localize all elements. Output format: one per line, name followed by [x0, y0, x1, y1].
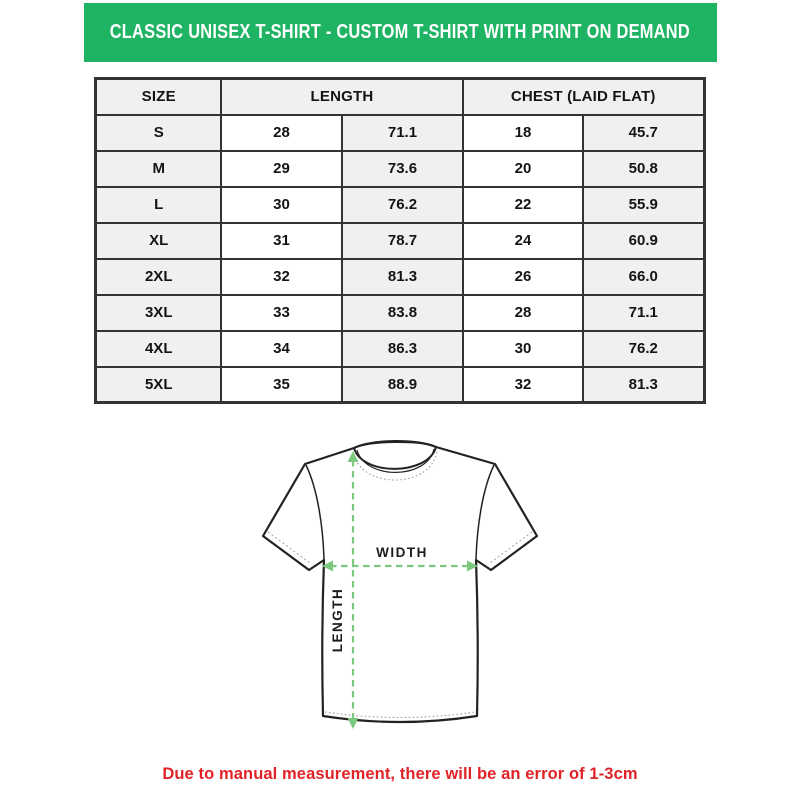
length-inches-cell: 35	[221, 367, 342, 403]
length-cm-cell: 88.9	[342, 367, 463, 403]
chest-cm-cell: 81.3	[583, 367, 704, 403]
chest-inches-cell: 24	[463, 223, 583, 259]
length-cm-cell: 73.6	[342, 151, 463, 187]
size-cell: M	[96, 151, 221, 187]
size-table-body	[96, 115, 704, 403]
title-banner	[84, 3, 717, 62]
chest-inches-cell: 26	[463, 259, 583, 295]
measurement-error-note: Due to manual measurement, there will be an error of 1-3cm	[162, 765, 638, 783]
size-cell: 2XL	[96, 259, 221, 295]
length-inches-cell: 32	[221, 259, 342, 295]
chest-inches-cell: 18	[463, 115, 583, 151]
length-cm-cell: 76.2	[342, 187, 463, 223]
size-cell: S	[96, 115, 221, 151]
header-size: SIZE	[96, 79, 221, 115]
table-row	[96, 187, 704, 223]
table-row	[96, 295, 704, 331]
chest-cm-cell: 71.1	[583, 295, 704, 331]
chest-inches-cell: 20	[463, 151, 583, 187]
table-row	[96, 115, 704, 151]
length-label: LENGTH	[330, 587, 345, 653]
tshirt-measurement-diagram	[250, 428, 550, 743]
size-cell: 3XL	[96, 295, 221, 331]
chest-inches-cell: 22	[463, 187, 583, 223]
tshirt-outline	[263, 441, 537, 722]
width-label: WIDTH	[376, 545, 428, 560]
length-cm-cell: 71.1	[342, 115, 463, 151]
chest-inches-cell: 30	[463, 331, 583, 367]
size-cell: XL	[96, 223, 221, 259]
length-inches-cell: 31	[221, 223, 342, 259]
table-row	[96, 223, 704, 259]
table-row	[96, 259, 704, 295]
header-row	[96, 79, 704, 115]
size-cell: L	[96, 187, 221, 223]
table-row	[96, 331, 704, 367]
chest-cm-cell: 76.2	[583, 331, 704, 367]
header-length: LENGTH	[221, 79, 463, 115]
table-row	[96, 367, 704, 403]
size-chart-table	[94, 77, 705, 404]
length-inches-cell: 29	[221, 151, 342, 187]
chest-inches-cell: 28	[463, 295, 583, 331]
table-row	[96, 151, 704, 187]
chest-cm-cell: 50.8	[583, 151, 704, 187]
chest-inches-cell: 32	[463, 367, 583, 403]
length-cm-cell: 78.7	[342, 223, 463, 259]
length-cm-cell: 83.8	[342, 295, 463, 331]
length-inches-cell: 28	[221, 115, 342, 151]
length-cm-cell: 86.3	[342, 331, 463, 367]
chest-cm-cell: 55.9	[583, 187, 704, 223]
size-chart-header	[96, 79, 704, 115]
length-inches-cell: 33	[221, 295, 342, 331]
chest-cm-cell: 66.0	[583, 259, 704, 295]
length-inches-cell: 34	[221, 331, 342, 367]
chest-cm-cell: 60.9	[583, 223, 704, 259]
tshirt-illustration	[250, 428, 550, 738]
length-inches-cell: 30	[221, 187, 342, 223]
chest-cm-cell: 45.7	[583, 115, 704, 151]
page-title: CLASSIC UNISEX T-SHIRT - CUSTOM T-SHIRT WITH PRINT ON DEMAND	[109, 21, 691, 43]
size-cell: 5XL	[96, 367, 221, 403]
length-cm-cell: 81.3	[342, 259, 463, 295]
size-cell: 4XL	[96, 331, 221, 367]
header-chest: CHEST (LAID FLAT)	[463, 79, 704, 115]
